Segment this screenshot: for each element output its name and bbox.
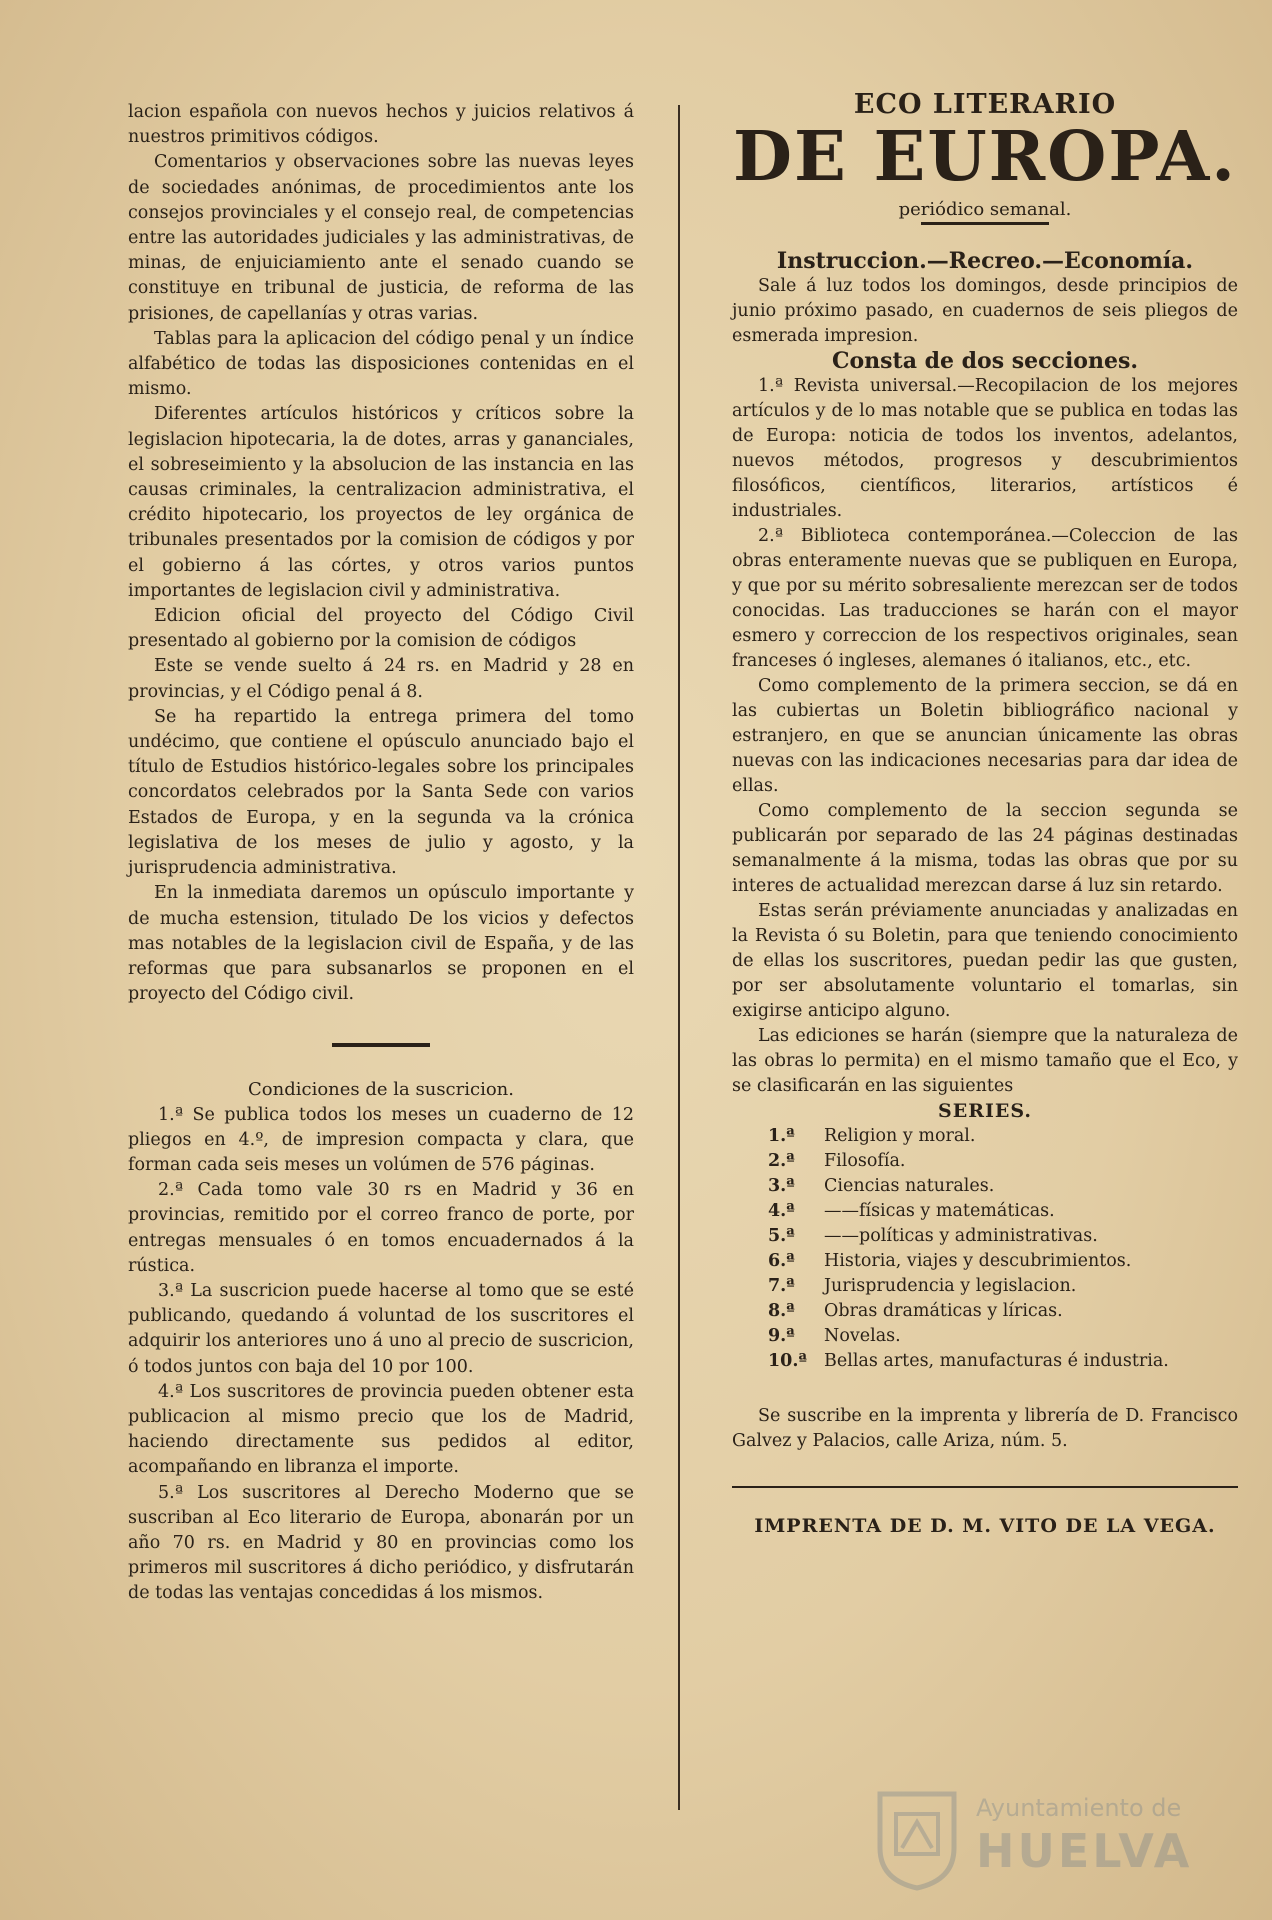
series-label: Historia, viajes y descubrimientos. bbox=[824, 1251, 1132, 1271]
series-label: ——políticas y administrativas. bbox=[824, 1226, 1098, 1246]
condition-item: 3.ª La suscricion puede hacerse al tomo que se esté publicando, quedando á voluntad de los suscritores el adquirir los anteriores uno á uno al precio de suscricion, ó todos juntos con baja del 10 por 100. bbox=[128, 1280, 634, 1377]
series-number: 5.ª bbox=[768, 1226, 795, 1246]
series-number: 9.ª bbox=[768, 1326, 795, 1346]
series-label: Ciencias naturales. bbox=[824, 1176, 995, 1196]
section-divider bbox=[332, 1043, 430, 1047]
series-item bbox=[768, 1324, 1238, 1349]
series-item bbox=[768, 1299, 1238, 1324]
intro-paragraph: Sale á luz todos los domingos, desde principios de junio próximo pasado, en cuadernos de seis pliegos de esmerada impresion. bbox=[732, 276, 1238, 346]
right-paragraph: Como complemento de la seccion segunda se publicarán por separado de las 24 páginas destinadas semanalmente á la misma, todas las obras que por su interes de actualidad merezcan darse á luz sin retardo. bbox=[732, 801, 1238, 896]
series-item bbox=[768, 1149, 1238, 1174]
condition-item: 5.ª Los suscritores al Derecho Moderno que se suscriban al Eco literario de Europa, abonarán por un año 70 rs. en Madrid y 80 en provincias como los primeros mil suscritores á dicho periódico, y disfrutarán de todas las ventajas concedidas á los mismos. bbox=[128, 1482, 634, 1604]
condition-item: 2.ª Cada tomo vale 30 rs en Madrid y 36 en provincias, remitido por el correo franco de porte, por entregas mensuales ó en tomos encuadernados á la rústica. bbox=[128, 1180, 634, 1276]
archive-watermark bbox=[868, 1780, 1208, 1900]
right-paragraph: 1.ª Revista universal.—Recopilacion de los mejores artículos y de lo mas notable que se publica en todas las de Europa: noticia de todos los inventos, adelantos, nuevos métodos, progresos y descubrimientos filosóficos, científicos, literarios, artísticos é industriales. bbox=[732, 376, 1238, 521]
left-paragraph: Tablas para la aplicacion del código penal y un índice alfabético de todas las disposiciones contenidas en el mismo. bbox=[128, 328, 634, 400]
masthead-title: DE EUROPA. bbox=[733, 117, 1237, 197]
left-paragraph: Se ha repartido la entrega primera del tomo undécimo, que contiene el opúsculo anunciado bajo el título de Estudios histórico-legales sobre los principales concordatos celebrados por la Santa Sede con varios Estados de Europa, y en la segunda va la crónica legislativa de los meses de julio y agosto, y la jurisprudencia administrativa. bbox=[128, 706, 634, 879]
left-paragraph: Diferentes artículos históricos y críticos sobre la legislacion hipotecaria, la de dotes, arras y gananciales, el sobreseimiento y la absolucion de las instancia en las causas criminales, la centralizacion administrativa, el crédito hipotecario, los proyectos de ley orgánica de tribunales presentados por la comision de códigos y por el gobierno á las córtes, y otros varios puntos importantes de legislacion civil y administrativa. bbox=[128, 404, 634, 601]
series-label: ——físicas y matemáticas. bbox=[824, 1201, 1055, 1221]
series-label: Novelas. bbox=[824, 1326, 901, 1346]
series-number: 2.ª bbox=[768, 1151, 795, 1171]
left-paragraph: Edicion oficial del proyecto del Código Civil presentado al gobierno por la comision de códigos bbox=[128, 606, 634, 652]
series-number: 3.ª bbox=[768, 1176, 795, 1196]
series-item bbox=[768, 1124, 1238, 1149]
masthead-rule bbox=[921, 222, 1049, 225]
sections-heading: Consta de dos secciones. bbox=[831, 348, 1139, 374]
series-label: Obras dramáticas y líricas. bbox=[824, 1301, 1063, 1321]
imprint-rule bbox=[732, 1486, 1238, 1488]
series-label: Religion y moral. bbox=[824, 1126, 976, 1146]
series-number: 8.ª bbox=[768, 1301, 795, 1321]
right-paragraph: Como complemento de la primera seccion, se dá en las cubiertas un Boletin bibliográfico nacional y estranjero, en que se anuncian únicamente las obras nuevas con las indicaciones necesarias para dar idea de ellas. bbox=[732, 676, 1238, 796]
masthead-subtitle: periódico semanal. bbox=[898, 199, 1072, 220]
left-paragraph: Este se vende suelto á 24 rs. en Madrid y 28 en provincias, y el Código penal á 8. bbox=[128, 656, 634, 702]
imprint: IMPRENTA DE D. M. VITO DE LA VEGA. bbox=[754, 1515, 1216, 1537]
right-paragraph: Estas serán préviamente anunciadas y analizadas en la Revista ó su Boletin, para que teniendo conocimiento de ellas los suscritores, puedan pedir las que gusten, por ser absolutamente voluntario el tomarlas, sin exigirse anticipo alguno. bbox=[732, 901, 1238, 1021]
left-paragraph: lacion española con nuevos hechos y juicios relativos á nuestros primitivos códigos. bbox=[128, 102, 634, 148]
series-number: 1.ª bbox=[768, 1126, 795, 1146]
condition-item: 1.ª Se publica todos los meses un cuaderno de 12 pliegos en 4.º, de impresion compacta y clara, que forman cada seis meses un volúmen de 576 páginas. bbox=[128, 1104, 634, 1175]
shield-icon bbox=[872, 1788, 962, 1892]
watermark-line-1: Ayuntamiento de bbox=[976, 1794, 1182, 1822]
watermark-line-2: HUELVA bbox=[976, 1824, 1193, 1878]
series-item bbox=[768, 1249, 1238, 1274]
series-item bbox=[768, 1274, 1238, 1299]
series-label: Filosofía. bbox=[824, 1151, 906, 1171]
series-heading: SERIES. bbox=[937, 1100, 1033, 1122]
left-paragraph: En la inmediata daremos un opúsculo importante y de mucha estension, titulado De los vicios y defectos mas notables de la legislacion civil de España, y de las reformas que para subsanarlos se proponen en el proyecto del Código civil. bbox=[128, 883, 634, 1005]
series-label: Jurisprudencia y legislacion. bbox=[824, 1276, 1077, 1296]
series-label: Bellas artes, manufacturas é industria. bbox=[824, 1351, 1169, 1371]
left-paragraph: Comentarios y observaciones sobre las nuevas leyes de sociedades anónimas, de procedimientos ante los consejos provinciales y el consejo real, de competencias entre las autoridades judiciales y las administrativas, de minas, de enjuiciamiento ante el senado cuando se constituye en tribunal de justicia, de reforma de las prisiones, de capellanías y otras varias. bbox=[128, 152, 634, 324]
series-item bbox=[768, 1349, 1238, 1374]
series-number: 7.ª bbox=[768, 1276, 795, 1296]
subscribe-notice: Se suscribe en la imprenta y librería de D. Francisco Galvez y Palacios, calle Ariza, núm. 5. bbox=[732, 1406, 1238, 1451]
series-item bbox=[768, 1224, 1238, 1249]
right-paragraph: 2.ª Biblioteca contemporánea.—Coleccion de las obras enteramente nuevas que se publiquen en Europa, y que por su mérito sobresaliente merezcan ser de todos conocidas. Las traducciones se harán con el mayor esmero y correccion de los respectivos originales, sean franceses ó ingleses, alemanes ó italianos, etc., etc. bbox=[732, 526, 1238, 671]
right-column bbox=[732, 89, 1238, 1539]
series-list bbox=[768, 1124, 1238, 1374]
column-divider bbox=[678, 105, 680, 1810]
series-number: 6.ª bbox=[768, 1251, 795, 1271]
left-column bbox=[128, 100, 634, 1607]
right-paragraph: Las ediciones se harán (siempre que la naturaleza de las obras lo permita) en el mismo tamaño que el Eco, y se clasificarán en las siguientes bbox=[732, 1026, 1238, 1096]
conditions-title: Condiciones de la suscricion. bbox=[248, 1079, 514, 1101]
series-item bbox=[768, 1174, 1238, 1199]
series-number: 4.ª bbox=[768, 1201, 795, 1221]
series-number: 10.ª bbox=[768, 1351, 807, 1371]
condition-item: 4.ª Los suscritores de provincia pueden obtener esta publicacion al mismo precio que los de Madrid, haciendo directamente sus pedidos al editor, acompañando en libranza el importe. bbox=[128, 1381, 634, 1478]
motto: Instruccion.—Recreo.—Economía. bbox=[776, 248, 1194, 274]
masthead-small: ECO LITERARIO bbox=[853, 89, 1117, 120]
series-item bbox=[768, 1199, 1238, 1224]
